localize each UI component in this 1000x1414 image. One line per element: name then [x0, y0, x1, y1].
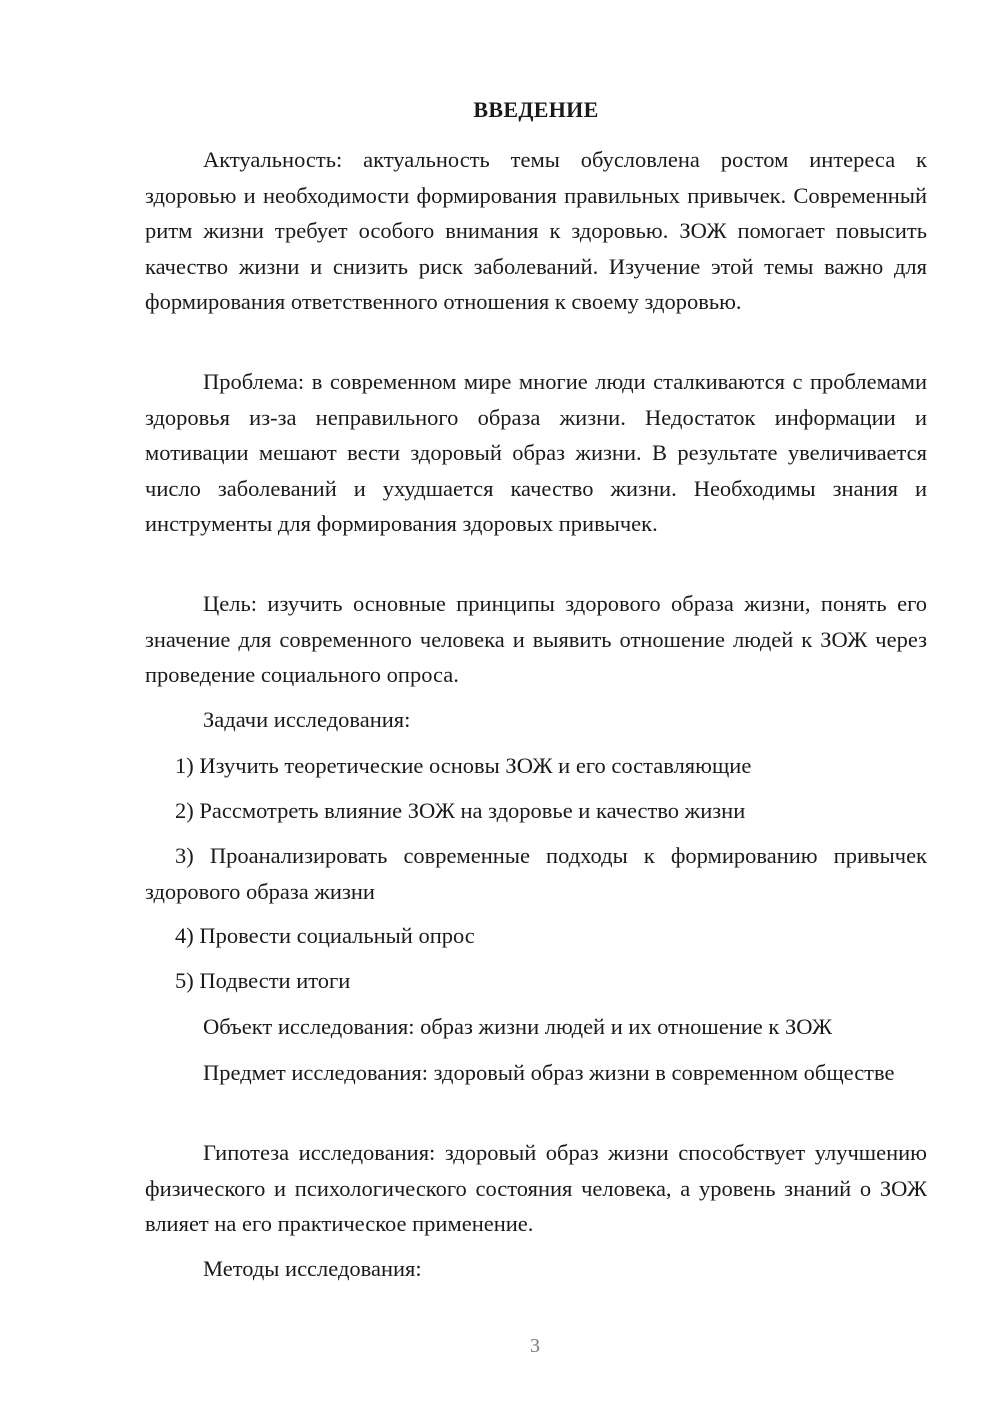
task-item-4: 4) Провести социальный опрос — [175, 923, 475, 948]
paragraph-object: Объект исследования: образ жизни людей и их отношение к ЗОЖ — [203, 1014, 833, 1039]
paragraph-hypothesis: Гипотеза исследования: здоровый образ жизни способствует улучшению физического и психологического состояния человека, а уровень знаний о ЗОЖ влияет на его практическое применение. — [145, 1140, 927, 1236]
page-number: 3 — [530, 1335, 540, 1357]
paragraph-subject: Предмет исследования: здоровый образ жизни в современном обществе — [203, 1060, 895, 1085]
paragraph-goal: Цель: изучить основные принципы здорового образа жизни, понять его значение для современного человека и выявить отношение людей к ЗОЖ через проведение социального опроса. — [145, 591, 927, 687]
task-item-1: 1) Изучить теоретические основы ЗОЖ и его составляющие — [175, 753, 752, 778]
paragraph-relevance: Актуальность: актуальность темы обусловлена ростом интереса к здоровью и необходимости формирования правильных привычек. Современный ритм жизни требует особого внимания к здоровью. ЗОЖ помогает повысить качество жизни и снизить риск заболеваний. Изучение этой темы важно для формирования ответственного отношения к своему здоровью. — [145, 147, 927, 314]
task-item-5: 5) Подвести итоги — [175, 968, 351, 993]
tasks-heading: Задачи исследования: — [203, 707, 411, 732]
task-item-3: 3) Проанализировать современные подходы к формированию привычек здорового образа жизни — [145, 843, 927, 904]
paragraph-problem: Проблема: в современном мире многие люди сталкиваются с проблемами здоровья из-за неправильного образа жизни. Недостаток информации и мотивации мешают вести здоровый образ жизни. В результате увеличивается число заболеваний и ухудшается качество жизни. Необходимы знания и инструменты для формирования здоровых привычек. — [145, 369, 927, 536]
section-title: ВВЕДЕНИЕ — [473, 97, 599, 122]
task-item-2: 2) Рассмотреть влияние ЗОЖ на здоровье и качество жизни — [175, 798, 746, 823]
methods-heading: Методы исследования: — [203, 1256, 422, 1281]
